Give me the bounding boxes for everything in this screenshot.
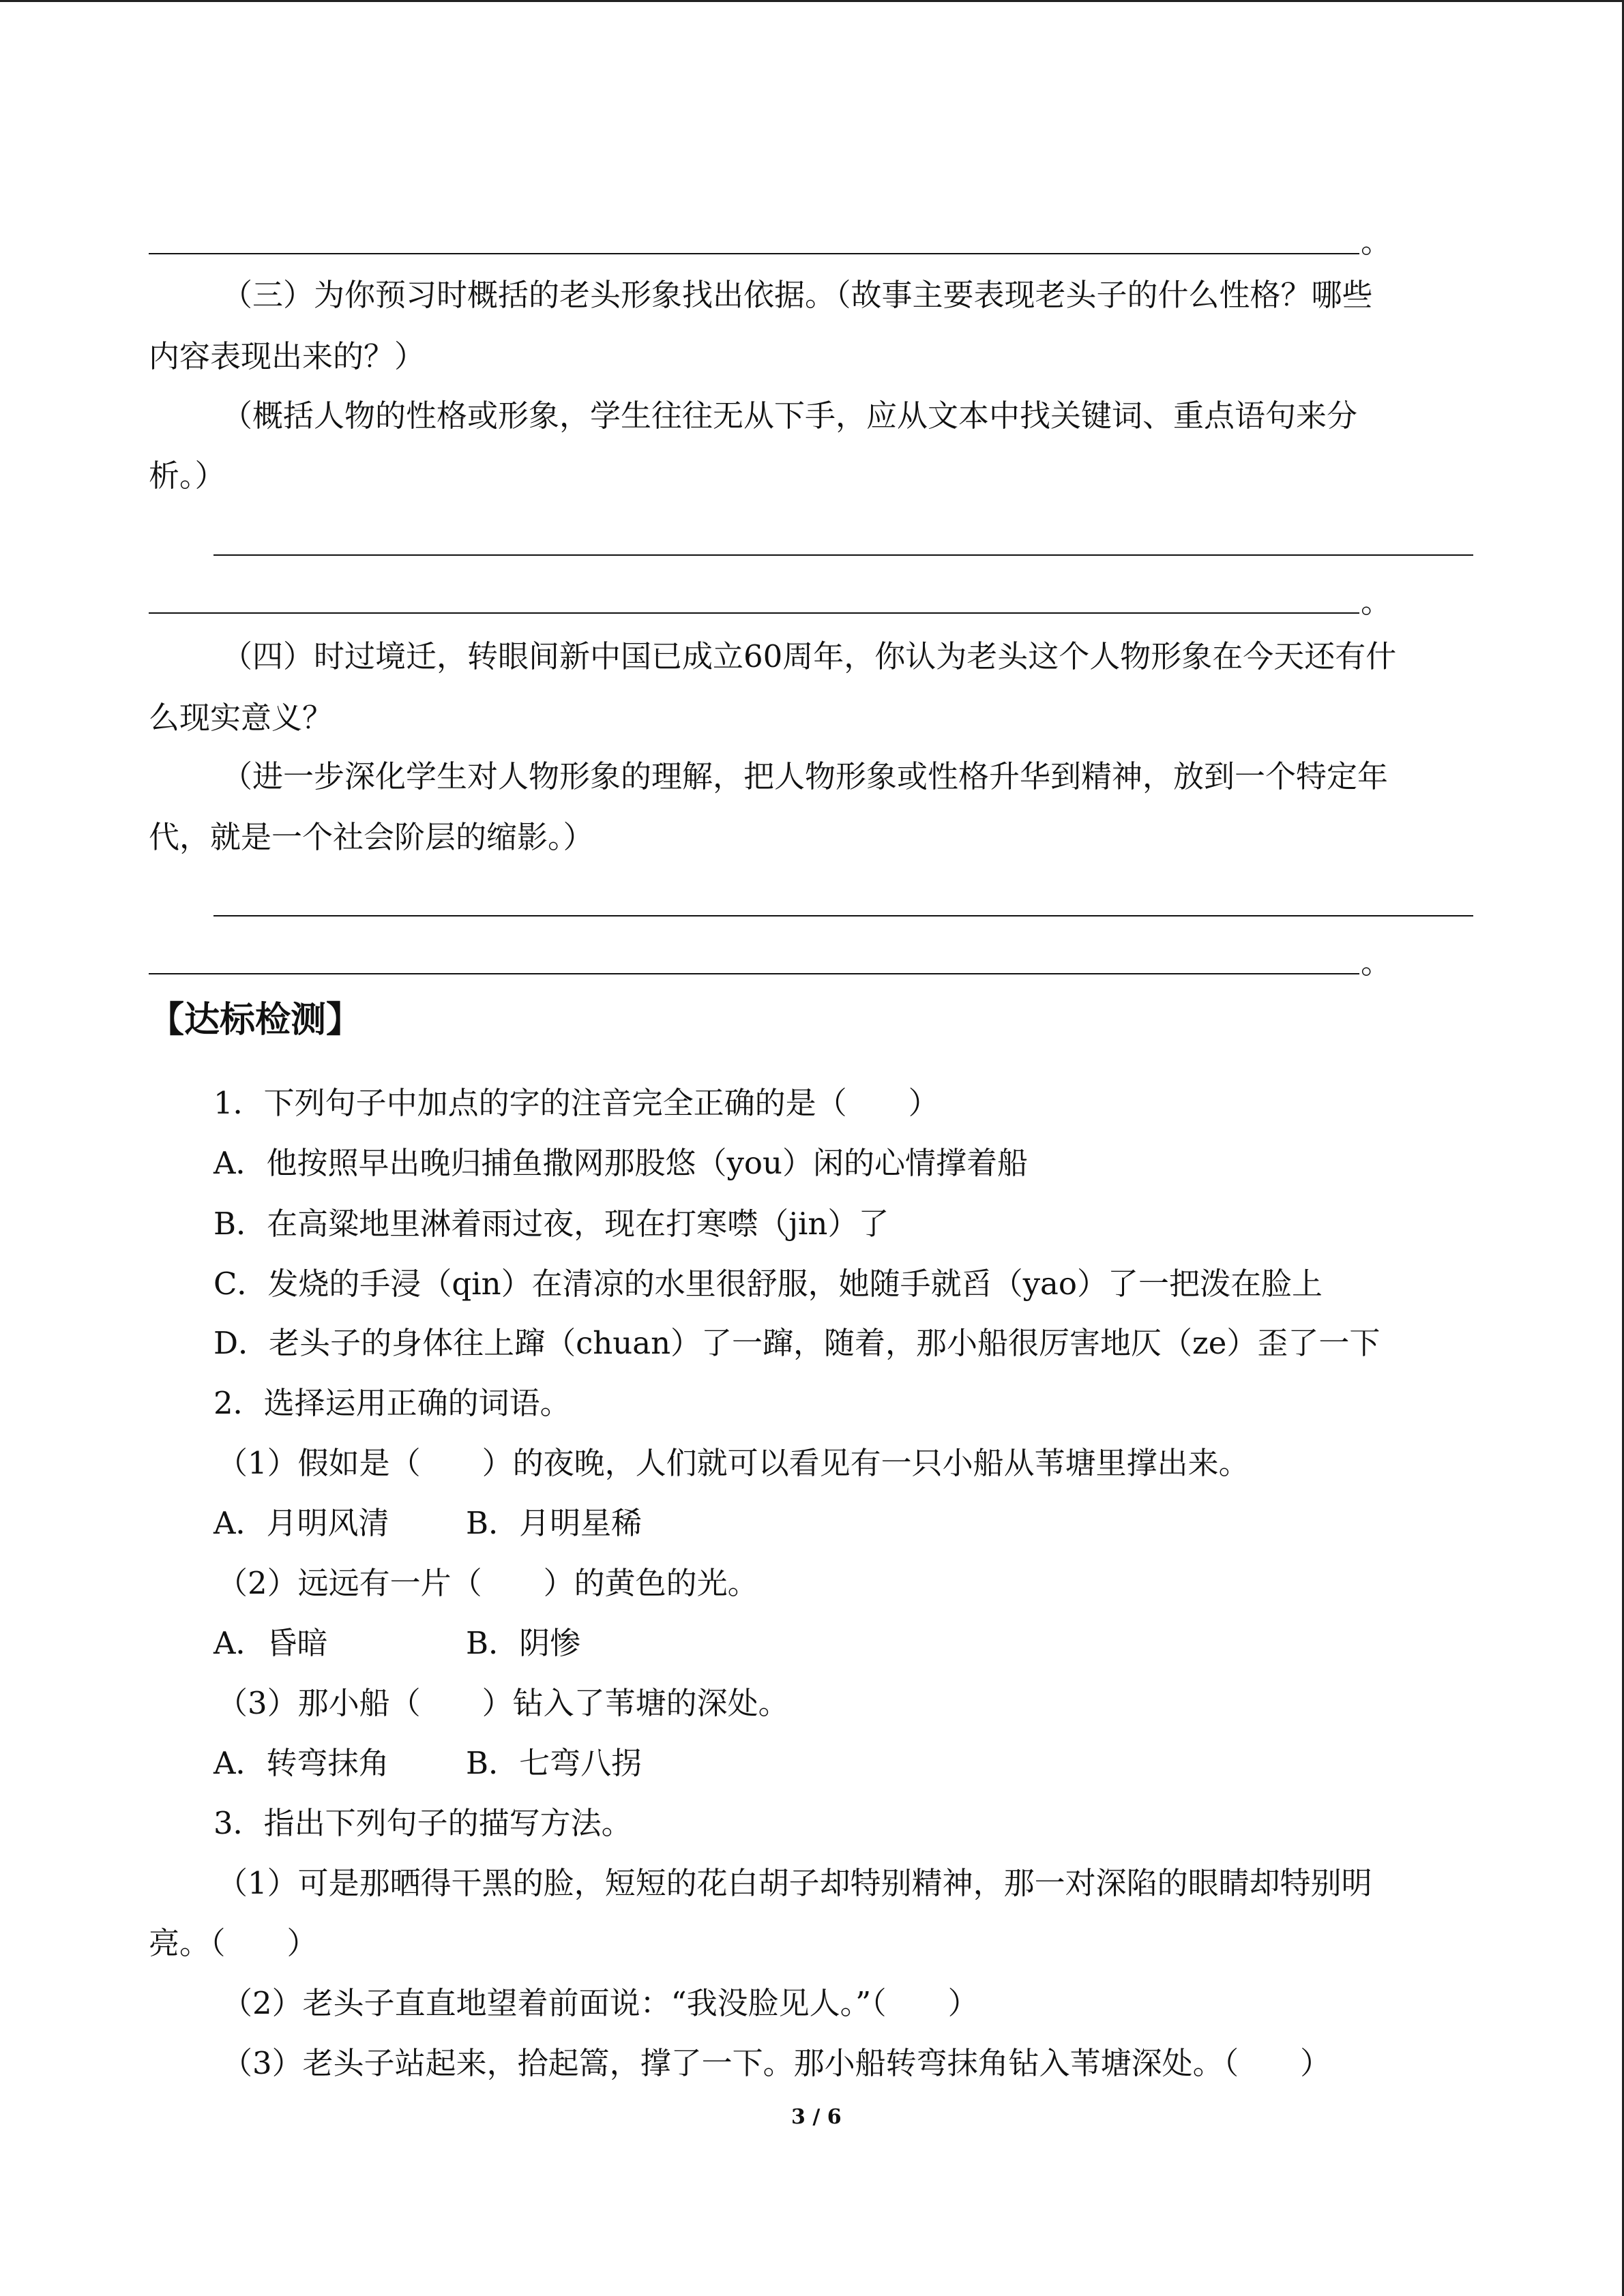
q3-stem: 3．指出下列句子的描写方法。 [213, 1805, 632, 1841]
page-border-top [0, 0, 1624, 2]
section3-hint-line1: （概括人物的性格或形象，学生往往无从下手，应从文本中找关键词、重点语句来分 [222, 398, 1358, 434]
q1-option-d: D．老头子的身体往上蹿（chuan）了一蹿，随着，那小船很厉害地仄（ze）歪了一下 [213, 1325, 1381, 1361]
answer-line [149, 253, 1359, 254]
q2-item2-option-b: B．阴惨 [466, 1625, 581, 1661]
section4-hint-line1: （进一步深化学生对人物形象的理解，把人物形象或性格升华到精神，放到一个特定年 [222, 758, 1389, 794]
q1-option-a: A．他按照早出晚归捕鱼撒网那股悠（you）闲的心情撑着船 [213, 1145, 1028, 1181]
q2-item3-option-b: B．七弯八拐 [466, 1745, 643, 1781]
q2-item1: （1）假如是（ ）的夜晚，人们就可以看见有一只小船从苇塘里撑出来。 [217, 1445, 1250, 1481]
section3-question-line1: （三）为你预习时概括的老头形象找出依据。（故事主要表现老头子的什么性格？哪些 [222, 277, 1373, 313]
q2-item1-option-a: A．月明风清 [213, 1505, 389, 1541]
q2-item3-option-a: A．转弯抹角 [213, 1745, 389, 1781]
line-end-period: 。 [1361, 944, 1392, 981]
q3-item2: （2）老头子直直地望着前面说：“我没脸见人。”（ ） [222, 1985, 979, 2021]
q3-item3: （3）老头子站起来，拾起篙，撑了一下。那小船转弯抹角钻入苇塘深处。（ ） [222, 2045, 1331, 2081]
section3-question-line2: 内容表现出来的？） [149, 338, 426, 374]
q2-item2: （2）远远有一片（ ）的黄色的光。 [217, 1565, 758, 1601]
section4-hint-line2: 代，就是一个社会阶层的缩影。） [149, 819, 594, 855]
answer-line [149, 973, 1359, 974]
q3-item1-line2: 亮。（ ） [149, 1925, 318, 1961]
section4-question-line2: 么现实意义？ [149, 700, 334, 736]
answer-line [213, 915, 1473, 916]
section3-hint-line2: 析。） [149, 458, 226, 494]
answer-line [213, 554, 1473, 556]
q2-item1-option-b: B．月明星稀 [466, 1505, 643, 1541]
section-heading: 【达标检测】 [149, 1000, 362, 1041]
q2-item2-option-a: A．昏暗 [213, 1625, 328, 1661]
q2-item3: （3）那小船（ ）钻入了苇塘的深处。 [217, 1685, 789, 1721]
section4-question-line1: （四）时过境迁，转眼间新中国已成立60周年，你认为老头这个人物形象在今天还有什 [222, 638, 1397, 674]
q1-option-b: B．在高粱地里淋着雨过夜，现在打寒噤（jin）了 [213, 1206, 889, 1242]
page-number: 3 / 6 [791, 2105, 842, 2129]
line-end-period: 。 [1361, 584, 1392, 620]
answer-line [149, 612, 1359, 614]
q1-option-c: C．发烧的手浸（qin）在清凉的水里很舒服，她随手就舀（yao）了一把泼在脸上 [213, 1266, 1323, 1302]
q1-stem: 1．下列句子中加点的字的注音完全正确的是（ ） [213, 1085, 939, 1121]
q3-item1-line1: （1）可是那晒得干黑的脸，短短的花白胡子却特别精神，那一对深陷的眼睛却特别明 [217, 1865, 1372, 1901]
line-end-period: 。 [1361, 224, 1392, 260]
q2-stem: 2．选择运用正确的词语。 [213, 1385, 571, 1421]
